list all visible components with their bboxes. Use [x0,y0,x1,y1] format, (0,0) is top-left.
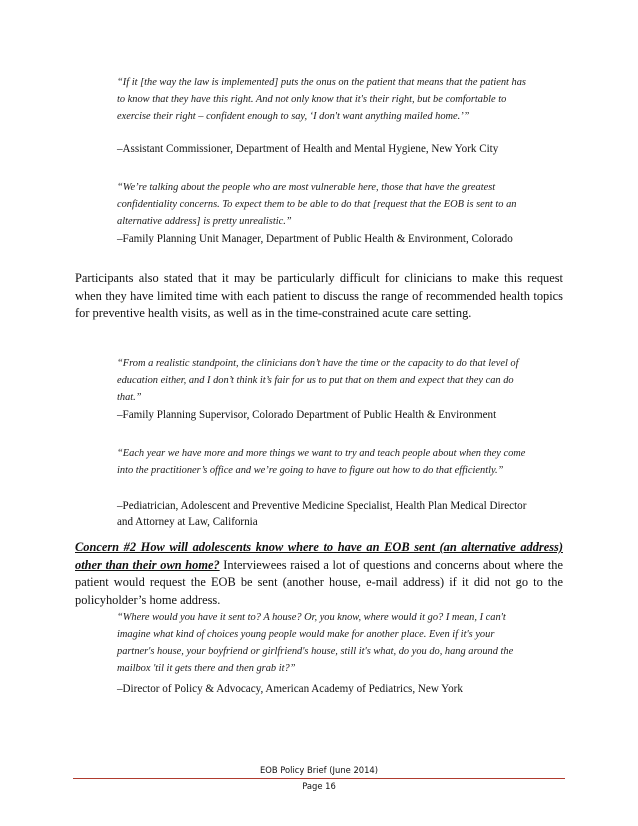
attribution-1: –Assistant Commissioner, Department of Health and Mental Hygiene, New York City [117,143,499,155]
footer-divider [73,778,565,779]
quote-5: “Where would you have it sent to? A house? Or, you know, where would it go? I mean, I can't imagine what kind of choices young people would make for another place. Even if it's your partner's house, your boyfriend or girlfriend's house, still it's what, do you do, hang around the mailbox 'til it gets there and then grab it?” [117,612,514,674]
quote-1: “If it [the way the law is implemented] puts the onus on the patient that means that the patient has to know that they have this right. And not only know that it's their right, but be comfortable to exercise their right – confident enough to say, ‘I don't want anything mailed home.’” [117,77,526,122]
quote-2: “We’re talking about the people who are most vulnerable here, those that have the greatest confidentiality concerns. To expect them to be able to do that [request that the EOB is sent to an alternative address] is pretty unrealistic.” [117,182,517,227]
body-paragraph: Participants also stated that it may be particularly difficult for clinicians to make this request when they have limited time with each patient to discuss the range of recommended health topics for preventive health visits, as well as in the time-constrained acute care setting. [75,271,563,321]
quote-4: “Each year we have more and more things we want to try and teach people about when they come into the practitioner’s office and we’re going to have to figure out how to do that efficiently.” [117,448,526,476]
footer-title: EOB Policy Brief (June 2014) [259,765,379,775]
quote-3: “From a realistic standpoint, the clinicians don’t have the time or the capacity to do that level of education either, and I don’t think it’s fair for us to put that on them and expect that they can do that.” [117,358,519,403]
concern-body: Interviewees raised a lot of questions and concerns about where the patient would request the EOB be sent (another house, e-mail address) if it did not go to the policyholder’s home address. [75,557,564,607]
attribution-3: –Family Planning Supervisor, Colorado Department of Public Health & Environment [117,409,497,421]
attribution-5: –Director of Policy & Advocacy, American Academy of Pediatrics, New York [117,683,463,695]
concern-heading: Concern #2 How will adolescents know where to have an EOB sent (an alternative address) other than their own home? [75,540,563,572]
attribution-2: –Family Planning Unit Manager, Department of Public Health & Environment, Colorado [117,233,513,245]
attribution-4: –Pediatrician, Adolescent and Preventive Medicine Specialist, Health Plan Medical Director and Attorney at Law, California [117,500,527,528]
concern-paragraph [75,539,563,609]
page-number: Page 16 [302,781,336,791]
